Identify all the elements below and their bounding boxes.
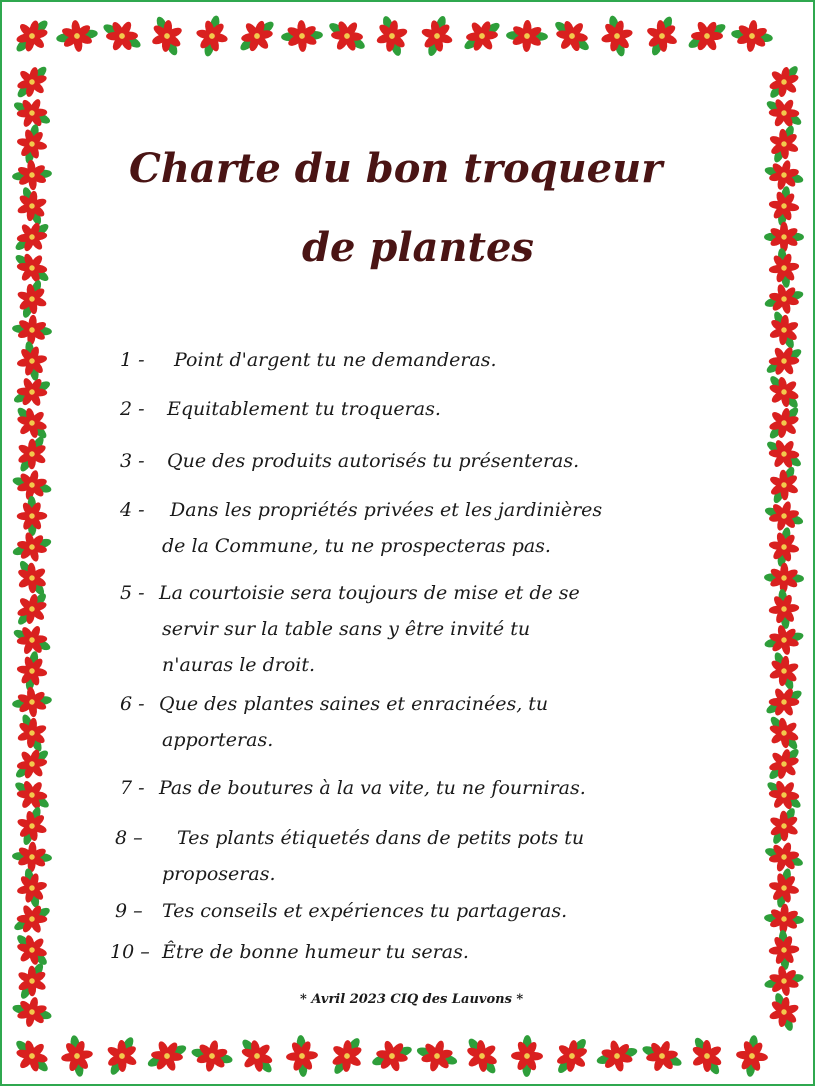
rule-text-line: Tes conseils et expériences tu partageras.: [162, 900, 568, 922]
rule-text-line: Equitablement tu troqueras.: [167, 398, 441, 420]
rule-text-line: Tes plants étiquetés dans de petits pots tu: [177, 827, 585, 849]
rule-number: 8 –: [115, 827, 143, 849]
rule-text-line: La courtoisie sera toujours de mise et de se: [159, 582, 580, 604]
rule-item: [120, 499, 603, 557]
rule-text-line: Dans les propriétés privées et les jardinières: [170, 499, 603, 521]
rule-item: [120, 398, 441, 421]
document-title-line-2: de plantes: [302, 224, 534, 271]
rules-list: [2, 2, 815, 1088]
rule-text-line: de la Commune, tu ne prospecteras pas.: [162, 535, 551, 557]
rule-item: [120, 450, 580, 473]
rule-number: 9 –: [115, 900, 143, 922]
rule-text-line: proposeras.: [162, 863, 276, 885]
rule-number: 2 -: [120, 398, 145, 420]
rule-number: 3 -: [120, 450, 145, 472]
rule-item: [120, 349, 497, 372]
document-title-line-1: Charte du bon troqueur: [129, 145, 663, 192]
rule-item: [115, 827, 585, 885]
rule-item: [110, 941, 469, 964]
rule-text-line: Que des produits autorisés tu présenteras.: [167, 450, 580, 472]
rule-text-line: Point d'argent tu ne demanderas.: [174, 349, 497, 371]
rule-number: 5 -: [120, 582, 145, 604]
rule-number: 4 -: [120, 499, 145, 521]
rule-number: 6 -: [120, 693, 145, 715]
rule-text-line: Pas de boutures à la va vite, tu ne fourniras.: [159, 777, 586, 799]
footer-credit: * Avril 2023 CIQ des Lauvons *: [300, 992, 524, 1007]
rule-item: [120, 693, 549, 751]
rule-text-line: Que des plantes saines et enracinées, tu: [159, 693, 549, 715]
rule-number: 1 -: [120, 349, 145, 371]
rule-text-line: servir sur la table sans y être invité tu: [162, 618, 531, 640]
rule-number: 10 –: [110, 941, 150, 963]
rule-text-line: n'auras le droit.: [162, 654, 316, 676]
rule-item: [115, 900, 568, 923]
rule-text-line: Être de bonne humeur tu seras.: [162, 941, 469, 963]
rule-item: [120, 582, 580, 676]
rule-text-line: apporteras.: [162, 729, 274, 751]
rule-item: [120, 777, 586, 800]
rule-number: 7 -: [120, 777, 145, 799]
